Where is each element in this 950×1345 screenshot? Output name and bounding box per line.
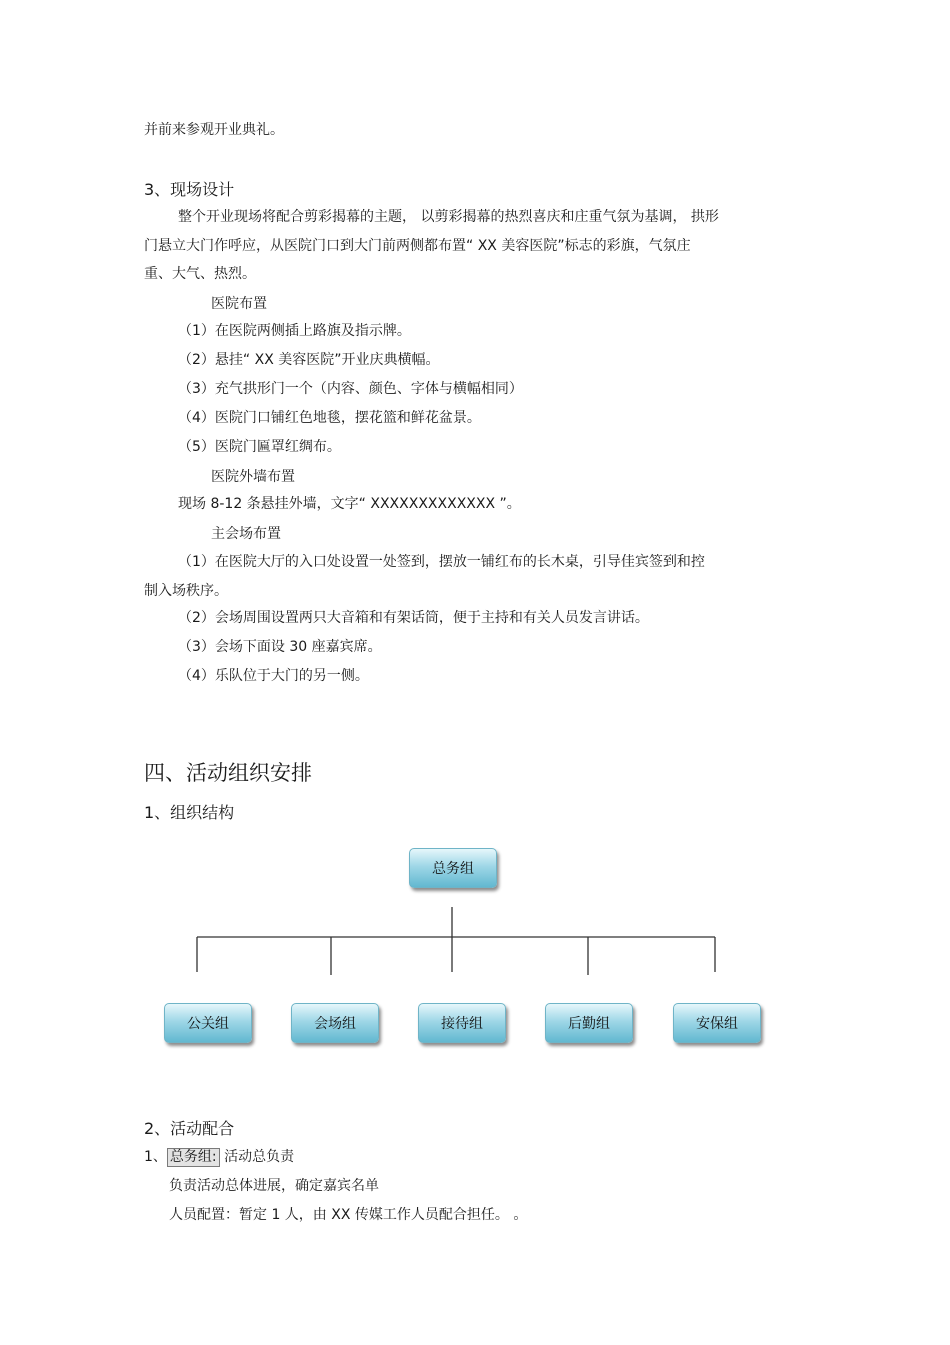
org-node-root: 总务组 [409, 848, 497, 888]
hospital-layout-title: 医院布置 [211, 296, 267, 312]
section-3-heading: 3、现场设计 [144, 180, 235, 199]
org-node-child: 公关组 [164, 1003, 252, 1043]
org-node-child: 接待组 [418, 1003, 506, 1043]
coop-line-2: 负责活动总体进展，确定嘉宾名单 [169, 1178, 379, 1194]
coop-item-number: 1、 [144, 1149, 167, 1165]
coop-role: 活动总负责 [219, 1149, 295, 1165]
coop-line-3: 人员配置：暂定 1 人，由 XX 传媒工作人员配合担任。 。 [169, 1207, 528, 1223]
org-structure-heading: 1、组织结构 [144, 803, 235, 822]
section-3-para-line3: 重、大气、热烈。 [144, 266, 256, 282]
wall-layout-title: 医院外墙布置 [211, 469, 295, 485]
section-4-heading: 四、活动组织安排 [144, 761, 312, 785]
main-venue-item1-line2: 制入场秩序。 [144, 583, 228, 599]
main-venue-item: （2）会场周围设置两只大音箱和有架话筒，便于主持和有关人员发言讲话。 [178, 610, 649, 626]
main-venue-title: 主会场布置 [211, 526, 281, 542]
org-node-child: 安保组 [673, 1003, 761, 1043]
main-venue-item1-line1: （1）在医院大厅的入口处设置一处签到，摆放一铺红布的长木桌，引导佳宾签到和控 [178, 554, 705, 570]
hospital-layout-item: （1）在医院两侧插上路旗及指示牌。 [178, 323, 411, 339]
main-venue-item: （4）乐队位于大门的另一侧。 [178, 668, 369, 684]
hospital-layout-item: （4）医院门口铺红色地毯，摆花篮和鲜花盆景。 [178, 410, 481, 426]
wall-layout-text: 现场 8-12 条悬挂外墙，文字“ XXXXXXXXXXXXX ”。 [178, 496, 521, 512]
hospital-layout-item: （5）医院门匾罩红绸布。 [178, 439, 341, 455]
section-3-para-line1: 整个开业现场将配合剪彩揭幕的主题， 以剪彩揭幕的热烈喜庆和庄重气氛为基调， 拱形 [178, 209, 719, 225]
main-venue-item: （3）会场下面设 30 座嘉宾席。 [178, 639, 382, 655]
hospital-layout-item: （2）悬挂“ XX 美容医院”开业庆典横幅。 [178, 352, 440, 368]
org-node-child: 会场组 [291, 1003, 379, 1043]
coop-item-1 [144, 1148, 294, 1167]
intro-tail-text: 并前来参观开业典礼。 [144, 122, 284, 138]
activity-coop-heading: 2、活动配合 [144, 1119, 235, 1138]
org-node-child: 后勤组 [545, 1003, 633, 1043]
hospital-layout-item: （3）充气拱形门一个（内容、颜色、字体与横幅相同） [178, 381, 523, 397]
section-3-para-line2: 门悬立大门作呼应，从医院门口到大门前两侧都布置“ XX 美容医院”标志的彩旗，气氛庄 [144, 238, 691, 254]
coop-group-highlight: 总务组: [167, 1148, 220, 1167]
